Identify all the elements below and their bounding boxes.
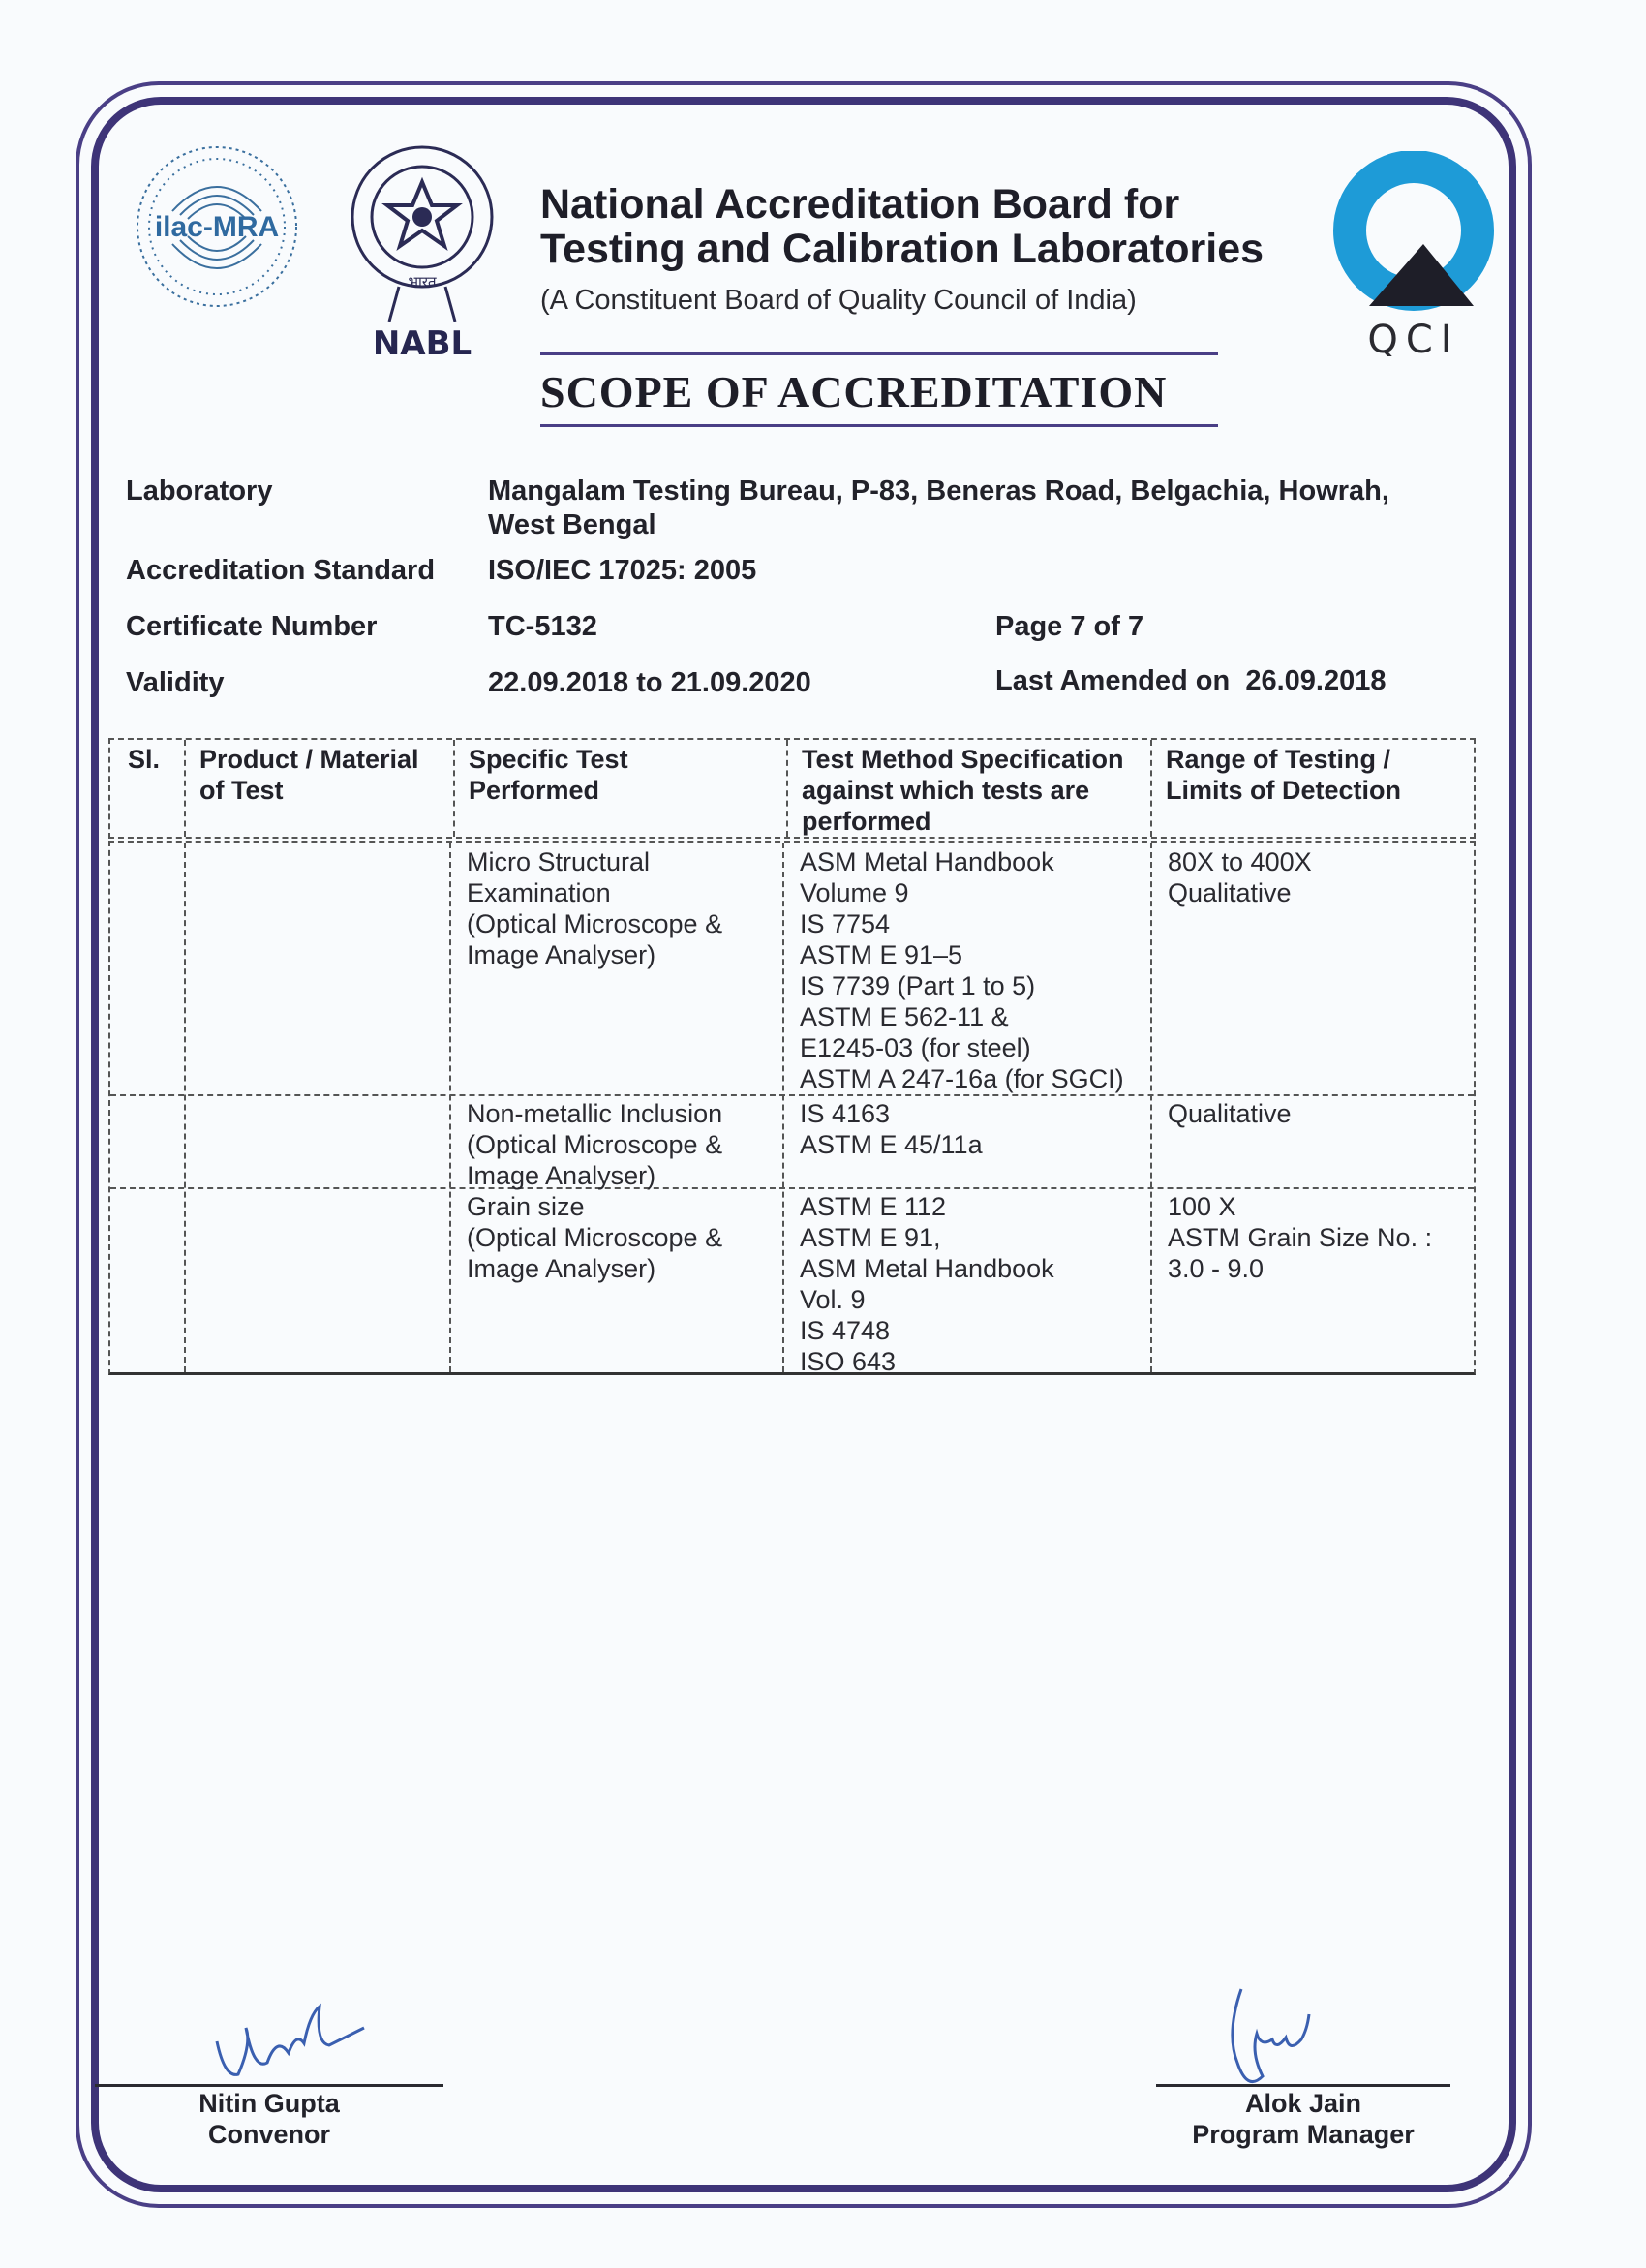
program-manager-signature-line bbox=[1156, 2084, 1450, 2087]
title-rule-top bbox=[540, 352, 1218, 355]
convenor-name: Nitin Gupta bbox=[198, 2089, 340, 2118]
row1-test: Micro Structural Examination (Optical Microscope & Image Analyser) bbox=[467, 847, 723, 969]
row3-method: ASTM E 112 ASTM E 91, ASM Metal Handbook Vol. 9 IS 4748 ISO 643 bbox=[800, 1192, 1054, 1376]
col-divider bbox=[453, 740, 455, 837]
row2-method: IS 4163 ASTM E 45/11a bbox=[800, 1099, 983, 1159]
convenor-signature bbox=[203, 1985, 378, 2092]
col-divider bbox=[786, 740, 788, 837]
header-sl: Sl. bbox=[128, 745, 161, 774]
row1-range: 80X to 400X Qualitative bbox=[1168, 847, 1312, 907]
standard-label: Accreditation Standard bbox=[126, 555, 436, 586]
row3-test: Grain size (Optical Microscope & Image Analyser) bbox=[467, 1192, 723, 1283]
program-manager-signature bbox=[1218, 1976, 1354, 2101]
program-manager-title: Program Manager bbox=[1192, 2120, 1415, 2149]
ilac-mra-logo bbox=[134, 143, 300, 310]
last-amended: Last Amended on 26.09.2018 bbox=[995, 665, 1387, 696]
standard-value: ISO/IEC 17025: 2005 bbox=[488, 555, 757, 586]
convenor-signature-line bbox=[95, 2084, 443, 2087]
scope-table-body bbox=[108, 841, 1476, 1375]
header-product: Product / Material of Test bbox=[199, 745, 419, 805]
ilac-mra-logo-text: ilac-MRA bbox=[154, 211, 280, 243]
qci-logo bbox=[1328, 151, 1501, 356]
validity-label: Validity bbox=[126, 667, 225, 698]
certificate-label: Certificate Number bbox=[126, 611, 378, 642]
row1-method: ASM Metal Handbook Volume 9 IS 7754 ASTM E 91–5 IS 7739 (Part 1 to 5) ASTM E 562-11 & E1245-03 (for steel) ASTM A 247-16a (for SGCI) bbox=[800, 847, 1124, 1093]
validity-value: 22.09.2018 to 21.09.2020 bbox=[488, 667, 811, 698]
nabl-logo-text: NABL bbox=[372, 324, 472, 362]
board-title-line1: National Accreditation Board for bbox=[540, 181, 1180, 228]
row-divider bbox=[110, 1094, 1474, 1096]
qci-logo-text: QCI bbox=[1367, 318, 1460, 356]
board-title-line2: Testing and Calibration Laboratories bbox=[540, 226, 1265, 272]
col-divider bbox=[1150, 740, 1152, 837]
col-divider bbox=[184, 740, 186, 837]
col-divider bbox=[449, 843, 451, 1372]
program-manager-name: Alok Jain bbox=[1244, 2089, 1362, 2118]
title-rule-bottom bbox=[540, 424, 1218, 427]
nabl-seal-text: भारत bbox=[408, 273, 437, 291]
header-method: Test Method Specification against which tests are performed bbox=[802, 745, 1124, 836]
certificate-value: TC-5132 bbox=[488, 611, 597, 642]
col-divider bbox=[184, 843, 186, 1372]
laboratory-value-line1: Mangalam Testing Bureau, P-83, Beneras Road, Belgachia, Howrah, bbox=[488, 475, 1389, 506]
laboratory-label: Laboratory bbox=[126, 475, 273, 506]
nabl-logo bbox=[341, 141, 503, 362]
header-range: Range of Testing / Limits of Detection bbox=[1166, 745, 1402, 805]
row2-range: Qualitative bbox=[1168, 1099, 1292, 1128]
convenor-title: Convenor bbox=[207, 2120, 330, 2149]
row3-range: 100 X ASTM Grain Size No. : 3.0 - 9.0 bbox=[1168, 1192, 1433, 1283]
header-test: Specific Test Performed bbox=[469, 745, 628, 805]
scope-title: SCOPE OF ACCREDITATION bbox=[540, 367, 1168, 416]
page-number: Page 7 of 7 bbox=[995, 611, 1144, 642]
scope-table-header bbox=[108, 738, 1476, 839]
laboratory-value-line2: West Bengal bbox=[488, 509, 656, 540]
row2-test: Non-metallic Inclusion (Optical Microscope & Image Analyser) bbox=[467, 1099, 723, 1190]
board-title bbox=[540, 182, 1334, 271]
col-divider bbox=[782, 843, 784, 1372]
col-divider bbox=[1150, 843, 1152, 1372]
board-subtitle: (A Constituent Board of Quality Council of India) bbox=[540, 285, 1137, 316]
row-divider bbox=[110, 1187, 1474, 1189]
